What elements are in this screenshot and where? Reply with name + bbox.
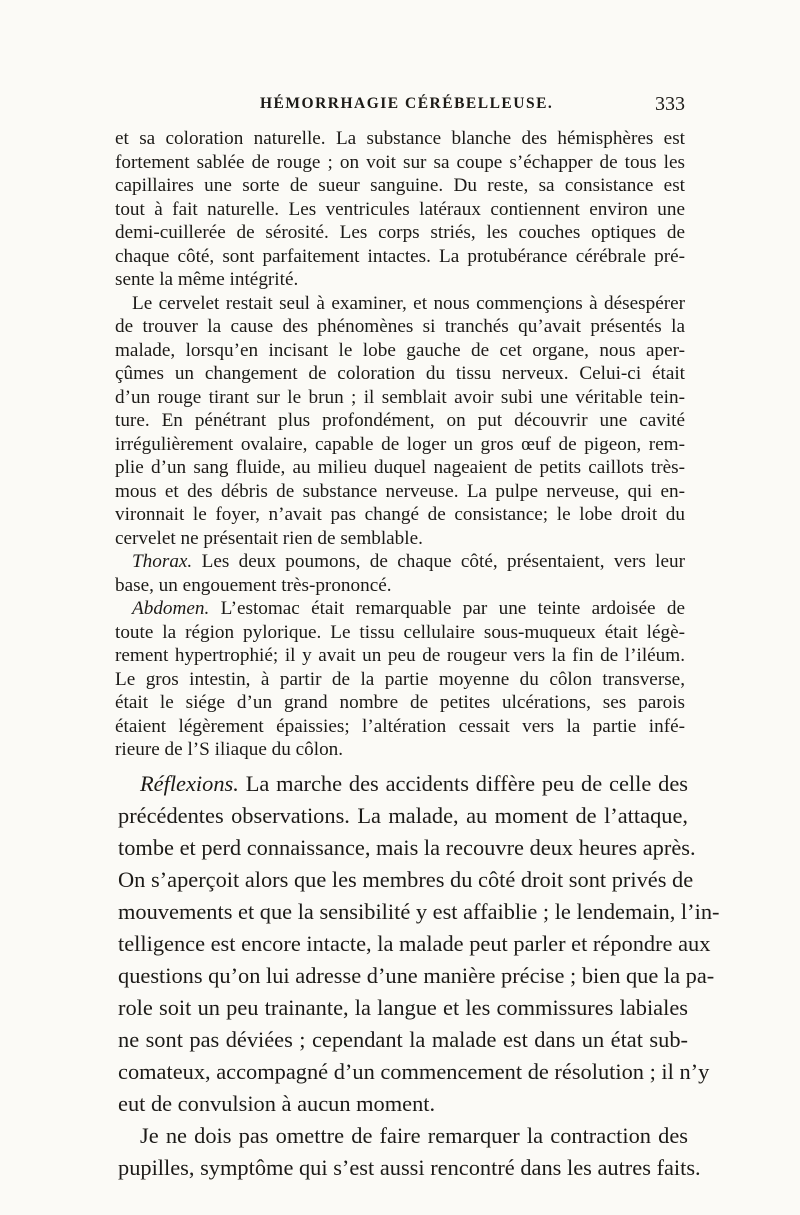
text-line: de trouver la cause des phénomènes si tranchés qu’avait présentés la [115,316,685,337]
text-line: et sa coloration naturelle. La substance blanche des hémisphères est [115,128,685,149]
text-line: d’un rouge tirant sur le brun ; il semblait avoir subi une véritable tein- [115,387,685,408]
text-line: malade, lorsqu’en incisant le lobe gauche de cet organe, nous aper- [115,340,685,361]
thorax-line [132,551,685,573]
reflexions-text: La marche des accidents diffère peu de celle des [245,771,688,796]
text-line: mouvements et que la sensibilité y est affaiblie ; le lendemain, l’in- [118,899,720,924]
text-line: mous et des débris de substance nerveuse. La pulpe nerveuse, qui en- [115,481,685,502]
text-line: étaient légèrement épaissies; l’altération cessait vers la partie infé- [115,716,685,737]
text-line: vironnait le foyer, n’avait pas changé de consistance; le lobe droit du [115,504,685,525]
text-line: On s’aperçoit alors que les membres du côté droit sont privés de [118,867,694,892]
abdomen-text: L’estomac était remarquable par une teinte ardoisée de [220,598,685,619]
text-line: çûmes un changement de coloration du tissu nerveux. Celui-ci était [115,363,685,384]
text-line: Le cervelet restait seul à examiner, et nous commençions à désespérer [132,293,685,314]
reflexions-label: Réflexions. [140,771,239,796]
text-line: tombe et perd connaissance, mais la recouvre deux heures après. [118,835,696,860]
text-line: role soit un peu trainante, la langue et les commissures labiales [118,995,688,1020]
text-line: chaque côté, sont parfaitement intactes. La protubérance cérébrale pré- [115,246,685,267]
text-line: Le gros intestin, à partir de la partie moyenne du côlon transverse, [115,669,685,690]
running-title: HÉMORRHAGIE CÉRÉBELLEUSE. [260,95,554,112]
text-line: comateux, accompagné d’un commencement de résolution ; il n’y [118,1059,710,1084]
text-line: sente la même intégrité. [115,269,299,290]
abdomen-line [132,598,685,620]
text-line: rement hypertrophié; il y avait un peu de rougeur vers la fin de l’iléum. [115,645,685,666]
text-line: tout à fait naturelle. Les ventricules latéraux contiennent environ une [115,199,685,220]
text-line: fortement sablée de rouge ; on voit sur sa coupe s’échapper de tous les [115,152,685,173]
thorax-label: Thorax. [132,551,193,572]
text-line: ne sont pas déviées ; cependant la malade est dans un état sub- [118,1027,688,1052]
text-line: ture. En pénétrant plus profondément, on put découvrir une cavité [115,410,685,431]
text-line: telligence est encore intacte, la malade peut parler et répondre aux [118,931,711,956]
text-line: toute la région pylorique. Le tissu cellulaire sous-muqueux était légè- [115,622,685,643]
text-line: eut de convulsion à aucun moment. [118,1091,436,1116]
text-line: irrégulièrement ovalaire, capable de loger un gros œuf de pigeon, rem- [115,434,685,455]
text-line: cervelet ne présentait rien de semblable. [115,528,423,549]
abdomen-label: Abdomen. [132,598,210,619]
text-line: plie d’un sang fluide, au milieu duquel nageaient de petits caillots très- [115,457,685,478]
text-line: demi-cuillerée de sérosité. Les corps striés, les couches optiques de [115,222,685,243]
page-header [115,93,685,123]
reflexions-line [140,771,688,797]
text-line: pupilles, symptôme qui s’est aussi rencontré dans les autres faits. [118,1155,701,1180]
text-line: précédentes observations. La malade, au moment de l’attaque, [118,803,688,828]
text-line: questions qu’on lui adresse d’une manière précise ; bien que la pa- [118,963,715,988]
text-line: rieure de l’S iliaque du côlon. [115,739,344,760]
text-line: capillaires une sorte de sueur sanguine. Du reste, sa consistance est [115,175,685,196]
thorax-text: Les deux poumons, de chaque côté, présentaient, vers leur [201,551,686,572]
text-line: était le siége d’un grand nombre de petites ulcérations, ses parois [115,692,685,713]
text-line: Je ne dois pas omettre de faire remarquer la contraction des [140,1123,688,1148]
text-line: base, un engouement très-prononcé. [115,575,392,596]
page-number: 333 [655,93,685,115]
